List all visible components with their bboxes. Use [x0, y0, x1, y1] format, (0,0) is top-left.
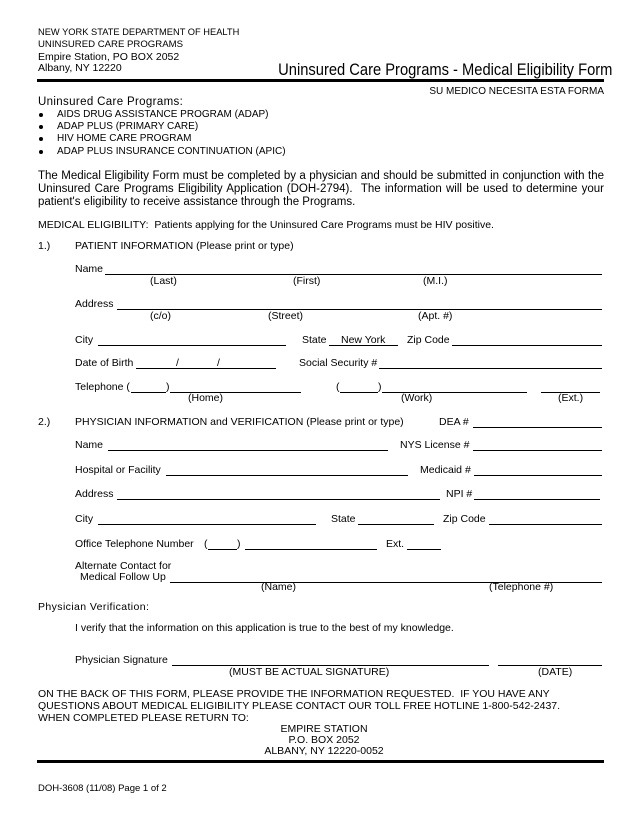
patient-zip-field[interactable]	[452, 345, 602, 346]
physician-office-ext-field[interactable]	[407, 549, 441, 550]
section-2-heading: PHYSICIAN INFORMATION and VERIFICATION (Please print or type)	[75, 416, 404, 428]
physician-zip-label: Zip Code	[443, 513, 486, 525]
program-item: ADAP PLUS (PRIMARY CARE)	[57, 121, 199, 132]
signature-label: Physician Signature	[75, 654, 168, 666]
program-item: AIDS DRUG ASSISTANCE PROGRAM (ADAP)	[57, 109, 269, 120]
bullet-icon	[39, 125, 43, 129]
patient-apt-caption: (Apt. #)	[418, 310, 453, 322]
physician-medicaid-field[interactable]	[474, 475, 602, 476]
form-title: Uninsured Care Programs - Medical Eligibility Form	[277, 60, 612, 79]
intro-paragraph-line: Uninsured Care Programs Eligibility Application (DOH-2794). The information will be used to determine your	[38, 183, 604, 195]
physician-state-label: State	[331, 513, 356, 525]
section-1-heading: PATIENT INFORMATION (Please print or type)	[75, 240, 294, 252]
paren-open: (	[336, 381, 340, 393]
physician-hospital-field[interactable]	[166, 475, 408, 476]
patient-ssn-label: Social Security #	[299, 357, 378, 369]
agency-address-line-2: Albany, NY 12220	[38, 62, 122, 74]
return-address-line: P.O. BOX 2052	[288, 734, 360, 746]
patient-work-area-code-field[interactable]	[340, 392, 378, 393]
program-item: HIV HOME CARE PROGRAM	[57, 133, 192, 144]
agency-name: NEW YORK STATE DEPARTMENT OF HEALTH	[38, 27, 240, 37]
physician-office-phone-field[interactable]	[245, 549, 377, 550]
physician-state-field[interactable]	[358, 524, 434, 525]
dob-separator: /	[176, 357, 179, 369]
patient-ssn-field[interactable]	[379, 368, 602, 369]
patient-zip-label: Zip Code	[407, 334, 450, 346]
return-instructions-line: QUESTIONS ABOUT MEDICAL ELIGIBILITY PLEASE CONTACT OUR TOLL FREE HOTLINE 1-800-542-2437.	[38, 700, 561, 712]
alt-contact-label-line-2: Medical Follow Up	[80, 571, 166, 583]
alt-contact-phone-caption: (Telephone #)	[489, 581, 554, 593]
bullet-icon	[39, 137, 43, 141]
physician-name-label: Name	[75, 439, 104, 451]
form-footer: DOH-3608 (11/08) Page 1 of 2	[38, 783, 167, 794]
return-address-line: ALBANY, NY 12220-0052	[264, 745, 384, 757]
patient-state-value: New York	[341, 334, 386, 346]
patient-name-label: Name	[75, 263, 104, 275]
section-2-number: 2.)	[38, 416, 51, 428]
patient-telephone-label: Telephone (	[75, 381, 130, 393]
patient-dob-field[interactable]	[136, 368, 276, 369]
patient-ext-caption: (Ext.)	[558, 392, 584, 404]
programs-heading: Uninsured Care Programs:	[38, 96, 184, 108]
physician-license-label: NYS License #	[400, 439, 470, 451]
paren-close: )	[166, 381, 170, 393]
physician-npi-label: NPI #	[446, 488, 473, 500]
bullet-icon	[39, 113, 43, 117]
spanish-note: SU MEDICO NECESITA ESTA FORMA	[429, 86, 604, 97]
physician-address-label: Address	[75, 488, 114, 500]
footer-divider	[37, 760, 604, 763]
physician-npi-field[interactable]	[474, 499, 600, 500]
physician-dea-label: DEA #	[439, 416, 469, 428]
alt-contact-name-caption: (Name)	[261, 581, 297, 593]
paren-close: )	[237, 538, 241, 550]
intro-paragraph-line: The Medical Eligibility Form must be completed by a physician and should be submitted in conjunction with the	[38, 170, 604, 182]
patient-address-label: Address	[75, 298, 114, 310]
physician-hospital-label: Hospital or Facility	[75, 464, 161, 476]
patient-care-of-caption: (c/o)	[150, 310, 171, 322]
patient-city-field[interactable]	[98, 345, 286, 346]
verification-statement: I verify that the information on this application is true to the best of my knowledge.	[75, 622, 454, 634]
patient-street-caption: (Street)	[268, 310, 304, 322]
verification-heading: Physician Verification:	[38, 601, 150, 613]
alt-contact-label: Alternate Contact for	[75, 560, 172, 572]
program-item: ADAP PLUS INSURANCE CONTINUATION (APIC)	[57, 146, 286, 157]
patient-city-label: City	[75, 334, 94, 346]
paren-close: )	[378, 381, 382, 393]
dob-separator: /	[217, 357, 220, 369]
return-address-line: EMPIRE STATION	[280, 723, 368, 735]
header-divider	[37, 79, 604, 82]
physician-city-field[interactable]	[98, 524, 316, 525]
bullet-icon	[39, 150, 43, 154]
physician-ext-label: Ext.	[386, 538, 405, 550]
patient-name-field[interactable]	[105, 274, 602, 275]
patient-middle-initial-caption: (M.I.)	[423, 275, 448, 287]
physician-name-field[interactable]	[108, 450, 388, 451]
agency-address-line-1: Empire Station, PO BOX 2052	[38, 51, 180, 63]
physician-city-label: City	[75, 513, 94, 525]
physician-office-area-code-field[interactable]	[208, 549, 237, 550]
physician-medicaid-label: Medicaid #	[420, 464, 471, 476]
eligibility-note: MEDICAL ELIGIBILITY: Patients applying for the Uninsured Care Programs must be HIV positive.	[38, 219, 494, 231]
patient-home-caption: (Home)	[188, 392, 224, 404]
physician-license-field[interactable]	[473, 450, 602, 451]
return-instructions-line: WHEN COMPLETED PLEASE RETURN TO:	[38, 712, 249, 724]
patient-last-name-caption: (Last)	[150, 275, 177, 287]
paren-open: (	[204, 538, 208, 550]
patient-address-field[interactable]	[117, 309, 602, 310]
patient-first-name-caption: (First)	[293, 275, 321, 287]
patient-state-label: State	[302, 334, 327, 346]
patient-work-caption: (Work)	[401, 392, 433, 404]
physician-dea-field[interactable]	[473, 427, 602, 428]
program-name: UNINSURED CARE PROGRAMS	[38, 39, 183, 50]
physician-zip-field[interactable]	[489, 524, 602, 525]
patient-dob-label: Date of Birth	[75, 357, 134, 369]
intro-paragraph-line: patient's eligibility to receive assistance through the Programs.	[38, 196, 356, 208]
date-caption: (DATE)	[538, 666, 573, 678]
patient-home-area-code-field[interactable]	[131, 392, 166, 393]
physician-office-phone-label: Office Telephone Number	[75, 538, 194, 550]
return-instructions-line: ON THE BACK OF THIS FORM, PLEASE PROVIDE THE INFORMATION REQUESTED. IF YOU HAVE ANY	[38, 688, 550, 700]
signature-caption: (MUST BE ACTUAL SIGNATURE)	[229, 666, 390, 678]
physician-address-field[interactable]	[117, 499, 440, 500]
section-1-number: 1.)	[38, 240, 51, 252]
